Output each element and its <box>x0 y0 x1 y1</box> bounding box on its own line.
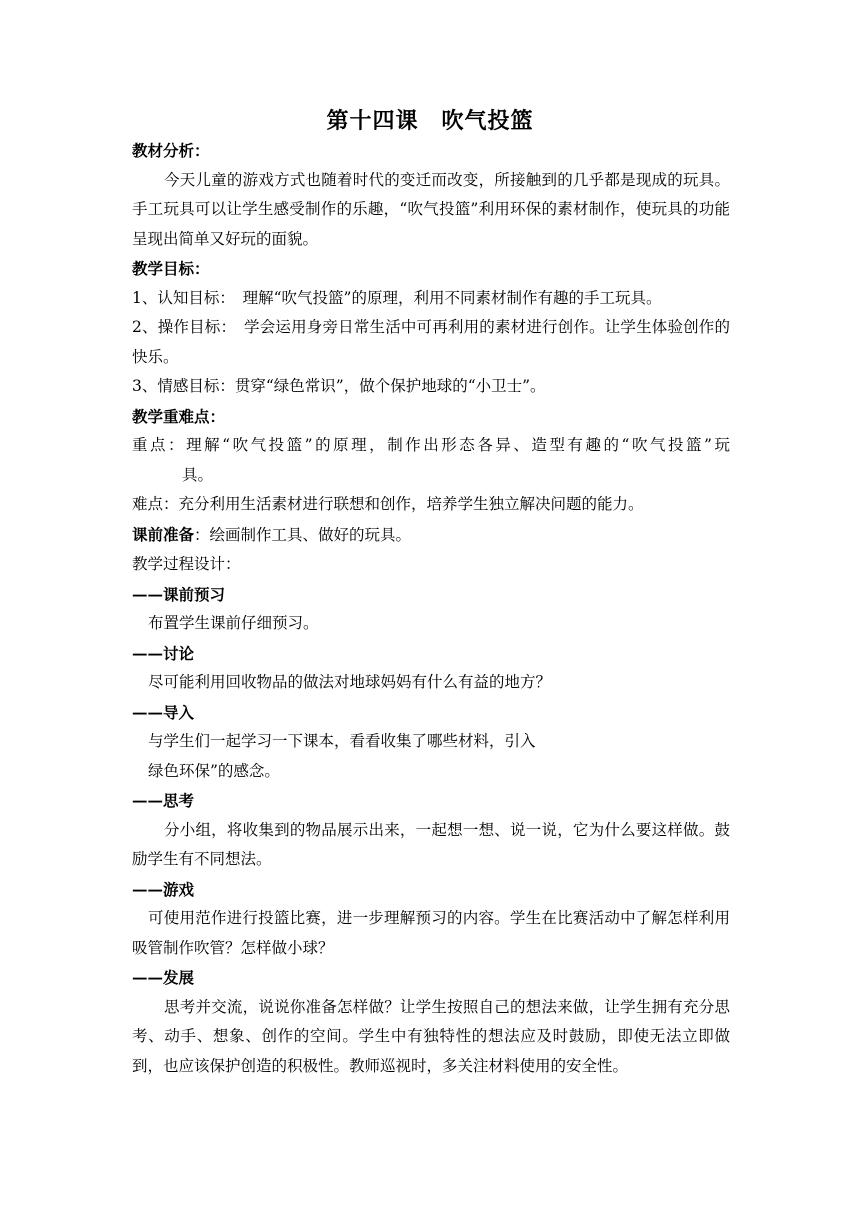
section-heading-discuss: ——讨论 <box>132 643 195 663</box>
goal-operation: 2、操作目标： 学会运用身旁日常生活中可再利用的素材进行创作。让学生体验创作的快乐。 <box>132 318 730 366</box>
section-body-develop: 思考并交流，说说你准备怎样做？让学生按照自己的想法来做，让学生拥有充分思考、动手、想象、创作的空间。学生中有独特性的想法应及时鼓励，即使无法立即做到，也应该保护创造的积极性。教师巡视时，多关注材料使用的安全性。 <box>132 997 730 1075</box>
section-heading-intro: ——导入 <box>132 702 195 722</box>
section-heading-think: ——思考 <box>132 791 195 810</box>
section-body-intro-line-2: 绿色环保”的感念。 <box>148 761 280 780</box>
section-heading-develop: ——发展 <box>132 968 195 987</box>
section-body-discuss: 尽可能利用回收物品的做法对地球妈妈有什么有益的地方？ <box>148 673 552 691</box>
keypoint-line-2: 具。 <box>182 465 214 484</box>
analysis-body: 今天儿童的游戏方式也随着时代的变迁而改变，所接触到的几乎都是现成的玩具。手工玩具可以让学生感受制作的乐趣，“吹气投篮”利用环保的素材制作，使玩具的功能呈现出简单又好玩的面貌。 <box>132 170 730 248</box>
preparation-line <box>132 520 730 551</box>
section-body-game: 可使用范作进行投篮比赛，进一步理解预习的内容。学生在比赛活动中了解怎样利用吸管制作吹管？怎样做小球？ <box>132 909 730 957</box>
goal-cognitive: 1、认知目标： 理解“吹气投篮”的原理，利用不同素材制作有趣的手工玩具。 <box>132 288 662 307</box>
preparation-body: ：绘画制作工具、做好的玩具。 <box>194 525 412 544</box>
section-body-intro-line-1: 与学生们一起学习一下课本，看看收集了哪些材料，引入 <box>148 732 536 750</box>
lesson-title: 第十四课 吹气投篮 <box>326 108 534 134</box>
goals-heading: 教学目标： <box>132 259 210 278</box>
section-body-think: 分小组，将收集到的物品展示出来，一起想一想、说一说，它为什么要这样做。鼓励学生有不同想法。 <box>132 820 730 868</box>
difficulty-point: 难点：充分利用生活素材进行联想和创作，培养学生独立解决问题的能力。 <box>132 495 644 513</box>
analysis-heading: 教材分析： <box>132 141 210 160</box>
process-heading: 教学过程设计： <box>132 555 241 573</box>
lesson-content <box>132 136 730 1081</box>
section-body-preview: 布置学生课前仔细预习。 <box>148 614 319 632</box>
section-heading-preview: ——课前预习 <box>132 584 226 604</box>
preparation-heading: 课前准备 <box>132 524 195 544</box>
keypoint-line-1: 重点：理解“吹气投篮”的原理，制作出形态各异、造型有趣的“吹气投篮”玩 <box>132 436 730 454</box>
section-heading-game: ——游戏 <box>132 879 195 899</box>
goal-emotion: 3、情感目标：贯穿“绿色常识”，做个保护地球的“小卫士”。 <box>132 377 546 395</box>
keypoints-heading: 教学重难点： <box>132 406 226 426</box>
